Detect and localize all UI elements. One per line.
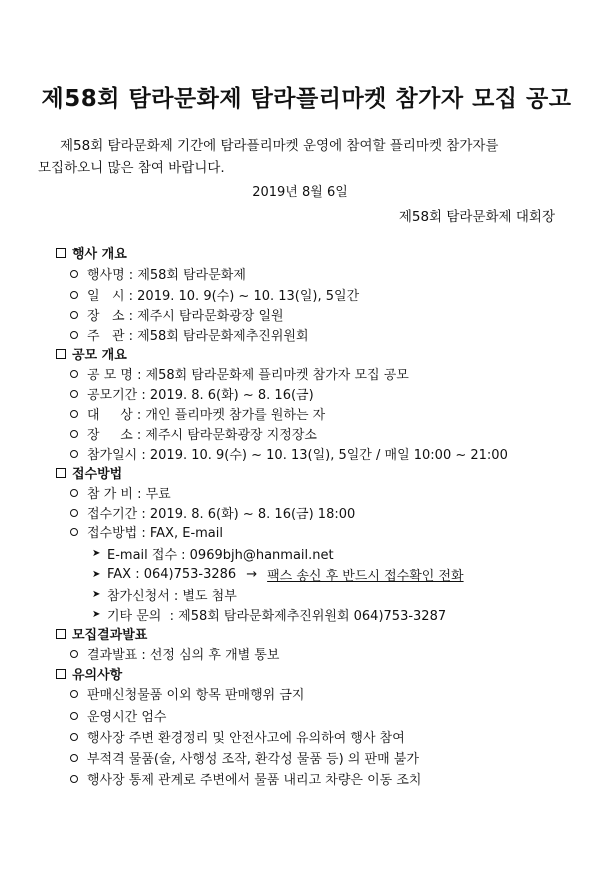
section-title: 공모 개요 <box>72 348 127 363</box>
list-item <box>70 364 409 383</box>
list-item-text: 장 소 : 제주시 탐라문화광장 지정장소 <box>87 428 317 443</box>
section-heading-overview <box>56 243 127 262</box>
circle-bullet-icon <box>70 270 78 278</box>
list-item <box>70 769 421 788</box>
square-bullet-icon <box>56 349 66 359</box>
list-item-text: 접수방법 : FAX, E-mail <box>87 526 223 541</box>
list-item <box>70 483 171 502</box>
list-item-text: 참가일시 : 2019. 10. 9(수) ~ 10. 13(일), 5일간 / 매일 10:00 ~ 21:00 <box>87 448 508 463</box>
list-item-text: 행사명 : 제58회 탐라문화제 <box>87 268 246 283</box>
list-item-text: 공 모 명 : 제58회 탐라문화제 플리마켓 참가자 모집 공모 <box>87 368 409 383</box>
sub-item-text: 참가신청서 : 별도 첨부 <box>107 589 237 604</box>
list-item <box>70 684 304 703</box>
page-title: 제58회 탐라문화제 탐라플리마켓 참가자 모집 공고 <box>41 86 572 112</box>
list-item-text: 판매신청물품 이외 항목 판매행위 금지 <box>87 688 305 703</box>
circle-bullet-icon <box>70 509 78 517</box>
square-bullet-icon <box>56 669 66 679</box>
circle-bullet-icon <box>70 489 78 497</box>
circle-bullet-icon <box>70 650 78 658</box>
circle-bullet-icon <box>70 331 78 339</box>
list-item <box>70 522 223 541</box>
circle-bullet-icon <box>70 430 78 438</box>
circle-bullet-icon <box>70 712 78 720</box>
list-item-text: 접수기간 : 2019. 8. 6(화) ~ 8. 16(금) 18:00 <box>87 507 356 522</box>
list-item-text: 행사장 주변 환경정리 및 안전사고에 유의하여 행사 참여 <box>87 731 405 746</box>
sub-item-email <box>92 544 334 563</box>
list-item-text: 공모기간 : 2019. 8. 6(화) ~ 8. 16(금) <box>87 388 314 403</box>
list-item-text: 운영시간 엄수 <box>87 710 167 725</box>
arrowhead-bullet-icon: ➤ <box>92 589 101 600</box>
intro-paragraph <box>38 135 578 179</box>
square-bullet-icon <box>56 468 66 478</box>
circle-bullet-icon <box>70 390 78 398</box>
right-arrow-icon: → <box>246 567 258 582</box>
sub-item-inquiry <box>92 605 446 624</box>
sub-item-form <box>92 585 237 604</box>
section-heading-notes <box>56 664 122 683</box>
fax-note: 팩스 송신 후 반드시 접수확인 전화 <box>267 569 464 584</box>
list-item-text: 행사장 통제 관계로 주변에서 물품 내리고 차량은 이동 조치 <box>87 773 422 788</box>
circle-bullet-icon <box>70 754 78 762</box>
section-title: 접수방법 <box>72 467 123 482</box>
list-item <box>70 424 317 443</box>
circle-bullet-icon <box>70 410 78 418</box>
circle-bullet-icon <box>70 690 78 698</box>
section-title: 모집결과발표 <box>72 628 148 643</box>
organizer: 제58회 탐라문화제 대회장 <box>398 209 555 225</box>
list-item <box>70 305 284 324</box>
intro-line-2: 모집하오니 많은 참여 바랍니다. <box>38 160 225 176</box>
list-item-text: 장 소 : 제주시 탐라문화광장 일원 <box>87 309 284 324</box>
circle-bullet-icon <box>70 528 78 536</box>
list-item <box>70 503 355 522</box>
list-item-text: 일 시 : 2019. 10. 9(수) ~ 10. 13(일), 5일간 <box>87 289 360 304</box>
list-item-text: 주 관 : 제58회 탐라문화제추진위원회 <box>87 329 309 344</box>
circle-bullet-icon <box>70 370 78 378</box>
section-heading-application <box>56 463 122 482</box>
circle-bullet-icon <box>70 311 78 319</box>
section-heading-recruit <box>56 344 127 363</box>
list-item <box>70 727 405 746</box>
notice-date: 2019년 8월 6일 <box>252 185 348 200</box>
list-item <box>70 404 325 423</box>
sub-item-text: E-mail 접수 : 0969bjh@hanmail.net <box>107 548 334 563</box>
circle-bullet-icon <box>70 775 78 783</box>
square-bullet-icon <box>56 629 66 639</box>
list-item-text: 부적격 물품(술, 사행성 조작, 환각성 물품 등) 의 판매 불가 <box>87 752 419 767</box>
list-item-text: 결과발표 : 선정 심의 후 개별 통보 <box>87 648 280 663</box>
list-item <box>70 285 359 304</box>
arrowhead-bullet-icon: ➤ <box>92 609 101 620</box>
circle-bullet-icon <box>70 733 78 741</box>
list-item <box>70 384 314 403</box>
circle-bullet-icon <box>70 450 78 458</box>
section-title: 행사 개요 <box>72 247 127 262</box>
list-item <box>70 264 246 283</box>
section-heading-results <box>56 624 147 643</box>
intro-line-1: 제58회 탐라문화제 기간에 탐라플리마켓 운영에 참여할 플리마켓 참가자를 <box>60 138 499 154</box>
section-title: 유의사항 <box>72 668 123 683</box>
list-item <box>70 444 508 463</box>
list-item <box>70 706 166 725</box>
list-item-text: 대 상 : 개인 플리마켓 참가를 원하는 자 <box>87 408 326 423</box>
list-item <box>70 644 279 663</box>
circle-bullet-icon <box>70 291 78 299</box>
list-item-text: 참 가 비 : 무료 <box>87 487 171 502</box>
list-item <box>70 748 419 767</box>
arrowhead-bullet-icon: ➤ <box>92 569 101 580</box>
sub-item-text: 기타 문의 : 제58회 탐라문화제추진위원회 064)753-3287 <box>107 609 447 624</box>
sub-item-fax <box>92 565 464 584</box>
sub-item-text: FAX : 064)753-3286 <box>107 567 237 582</box>
arrowhead-bullet-icon: ➤ <box>92 548 101 559</box>
square-bullet-icon <box>56 248 66 258</box>
list-item <box>70 325 309 344</box>
